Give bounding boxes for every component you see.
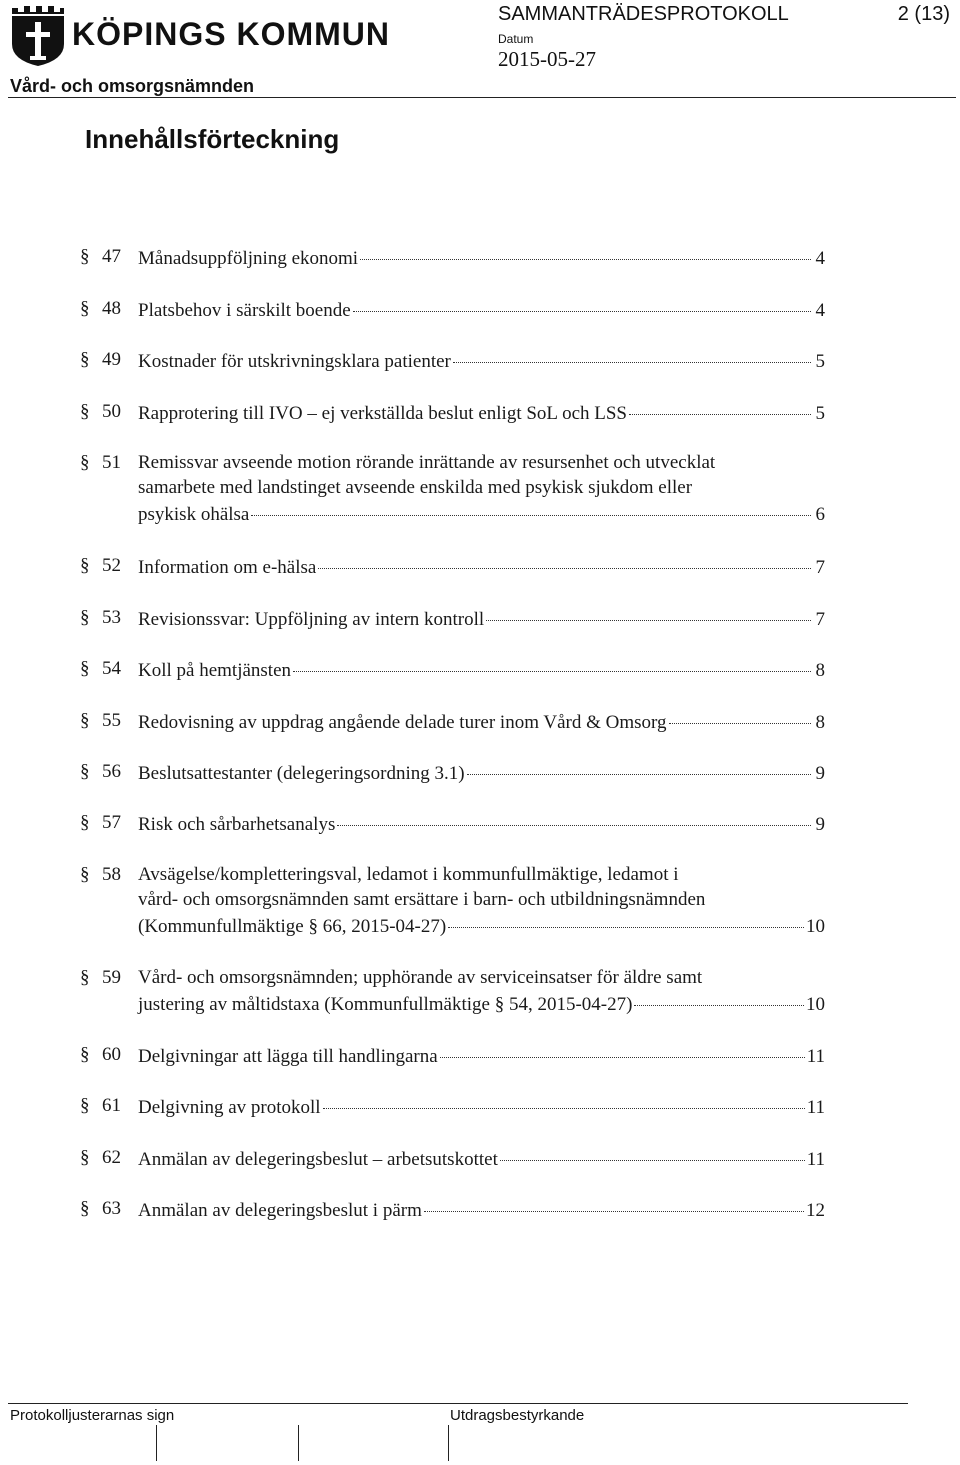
toc-entry-number: 59 bbox=[102, 967, 121, 988]
toc-entry-title: Kostnader för utskrivningsklara patienter bbox=[138, 351, 451, 372]
section-symbol: § bbox=[80, 1044, 90, 1065]
section-symbol: § bbox=[80, 349, 90, 370]
section-symbol: § bbox=[80, 864, 90, 885]
toc-entry-page: 9 bbox=[815, 814, 825, 835]
toc-entry bbox=[80, 1145, 825, 1172]
toc-entry-title: Koll på hemtjänsten bbox=[138, 660, 292, 681]
toc-entry-title: vård- och omsorgsnämnden samt ersättare i barn- och utbildningsnämnden bbox=[138, 889, 706, 910]
toc-entry-title: samarbete med landstinget avseende enskilda med psykisk sjukdom eller bbox=[138, 477, 693, 498]
toc-entry-number: 57 bbox=[102, 812, 121, 833]
municipality-logo bbox=[10, 4, 390, 68]
toc-entry-title: Rapprotering till IVO – ej verkställda beslut enligt SoL och LSS bbox=[138, 403, 627, 424]
toc-entry bbox=[80, 810, 825, 837]
toc-entry-title: Platsbehov i särskilt boende bbox=[138, 300, 351, 321]
toc-entry bbox=[80, 296, 825, 323]
page-title: Innehållsförteckning bbox=[85, 124, 340, 154]
section-symbol: § bbox=[80, 1147, 90, 1168]
signature-box-divider bbox=[448, 1425, 449, 1461]
toc-entry bbox=[80, 553, 825, 580]
signature-label: Protokolljusterarnas sign bbox=[10, 1407, 175, 1424]
toc-entry-title: justering av måltidstaxa (Kommunfullmäktige § 54, 2015-04-27) bbox=[138, 994, 633, 1015]
dot-leader bbox=[323, 1089, 805, 1109]
toc-entry-page: 9 bbox=[815, 763, 825, 784]
section-symbol: § bbox=[80, 298, 90, 319]
toc-entry-title: psykisk ohälsa bbox=[138, 504, 250, 525]
coat-of-arms-icon bbox=[10, 4, 66, 68]
toc-entry-number: 58 bbox=[102, 864, 121, 885]
toc-entry-page: 10 bbox=[806, 916, 825, 937]
toc-entry-number: 51 bbox=[102, 452, 121, 473]
toc-entry bbox=[80, 862, 825, 939]
toc-entry-number: 55 bbox=[102, 710, 121, 731]
toc-entry bbox=[80, 244, 825, 271]
toc-entry-title: (Kommunfullmäktige § 66, 2015-04-27) bbox=[138, 916, 447, 937]
dot-leader bbox=[293, 652, 811, 672]
toc-entry-page: 4 bbox=[815, 300, 825, 321]
section-symbol: § bbox=[80, 401, 90, 422]
toc-entry-title: Delgivningar att lägga till handlingarna bbox=[138, 1046, 438, 1067]
toc-entry-page: 11 bbox=[806, 1149, 825, 1170]
toc-entry-title: Anmälan av delegeringsbeslut – arbetsutskottet bbox=[138, 1149, 498, 1170]
signature-box-divider bbox=[298, 1425, 299, 1461]
dot-leader bbox=[634, 986, 804, 1006]
date-label: Datum bbox=[498, 32, 534, 46]
toc-entry-number: 47 bbox=[102, 246, 121, 267]
dot-leader bbox=[500, 1141, 805, 1161]
toc-entry bbox=[80, 1196, 825, 1223]
section-symbol: § bbox=[80, 1095, 90, 1116]
toc-entry-title: Anmälan av delegeringsbeslut i pärm bbox=[138, 1200, 422, 1221]
dot-leader bbox=[440, 1038, 805, 1058]
toc-entry-page: 5 bbox=[815, 351, 825, 372]
toc-entry-page: 10 bbox=[806, 994, 825, 1015]
toc-entry bbox=[80, 1093, 825, 1120]
extract-certification-label: Utdragsbestyrkande bbox=[450, 1407, 585, 1424]
toc-entry-title: Redovisning av uppdrag angående delade turer inom Vård & Omsorg bbox=[138, 712, 667, 733]
toc-entry-number: 60 bbox=[102, 1044, 121, 1065]
committee-name: Vård- och omsorgsnämnden bbox=[10, 76, 255, 96]
toc-entry-page: 7 bbox=[815, 557, 825, 578]
toc-entry-page: 8 bbox=[815, 660, 825, 681]
dot-leader bbox=[467, 755, 811, 775]
section-symbol: § bbox=[80, 761, 90, 782]
toc-entry-number: 53 bbox=[102, 607, 121, 628]
toc-entry bbox=[80, 708, 825, 735]
toc-entry bbox=[80, 759, 825, 786]
toc-entry-number: 50 bbox=[102, 401, 121, 422]
section-symbol: § bbox=[80, 967, 90, 988]
section-symbol: § bbox=[80, 607, 90, 628]
dot-leader bbox=[424, 1192, 804, 1212]
dot-leader bbox=[337, 806, 811, 826]
dot-leader bbox=[486, 601, 811, 621]
toc-entry bbox=[80, 656, 825, 683]
section-symbol: § bbox=[80, 658, 90, 679]
toc-entry-title: Månadsuppföljning ekonomi bbox=[138, 248, 359, 269]
dot-leader bbox=[360, 240, 811, 260]
toc-entry-page: 4 bbox=[815, 248, 825, 269]
toc-entry bbox=[80, 965, 825, 1017]
date-value: 2015-05-27 bbox=[498, 47, 596, 71]
toc-entry-title: Risk och sårbarhetsanalys bbox=[138, 814, 336, 835]
header-divider bbox=[8, 97, 956, 98]
dot-leader bbox=[629, 395, 811, 415]
toc-entry-number: 62 bbox=[102, 1147, 121, 1168]
dot-leader bbox=[669, 704, 811, 724]
toc-entry-title: Remissvar avseende motion rörande inrättande av resursenhet och utvecklat bbox=[138, 452, 716, 473]
toc-entry-page: 6 bbox=[815, 504, 825, 525]
toc-entry-page: 11 bbox=[806, 1097, 825, 1118]
toc-entry-number: 52 bbox=[102, 555, 121, 576]
dot-leader bbox=[251, 496, 811, 516]
toc-entry bbox=[80, 347, 825, 374]
footer-divider bbox=[8, 1403, 908, 1404]
toc-entry-title: Vård- och omsorgsnämnden; upphörande av serviceinsatser för äldre samt bbox=[138, 967, 703, 988]
toc-entry bbox=[80, 399, 825, 426]
toc-entry-title: Beslutsattestanter (delegeringsordning 3.1) bbox=[138, 763, 465, 784]
toc-entry-page: 8 bbox=[815, 712, 825, 733]
section-symbol: § bbox=[80, 246, 90, 267]
section-symbol: § bbox=[80, 812, 90, 833]
toc-entry-page: 12 bbox=[806, 1200, 825, 1221]
dot-leader bbox=[453, 343, 811, 363]
section-symbol: § bbox=[80, 452, 90, 473]
toc-entry-title: Information om e-hälsa bbox=[138, 557, 317, 578]
toc-entry-page: 5 bbox=[815, 403, 825, 424]
toc-entry-number: 49 bbox=[102, 349, 121, 370]
toc-entry bbox=[80, 605, 825, 632]
section-symbol: § bbox=[80, 555, 90, 576]
dot-leader bbox=[353, 292, 811, 312]
toc-entry-title: Avsägelse/kompletteringsval, ledamot i kommunfullmäktige, ledamot i bbox=[138, 864, 679, 885]
section-symbol: § bbox=[80, 1198, 90, 1219]
dot-leader bbox=[318, 549, 811, 569]
toc-entry-number: 48 bbox=[102, 298, 121, 319]
toc-entry-page: 7 bbox=[815, 609, 825, 630]
toc-entry-title: Delgivning av protokoll bbox=[138, 1097, 321, 1118]
toc-entry-page: 11 bbox=[806, 1046, 825, 1067]
section-symbol: § bbox=[80, 710, 90, 731]
document-type: SAMMANTRÄDESPROTOKOLL bbox=[498, 3, 789, 25]
page-number: 2 (13) bbox=[897, 3, 950, 25]
dot-leader bbox=[448, 908, 804, 928]
toc-entry-number: 54 bbox=[102, 658, 121, 679]
toc-entry-title: Revisionssvar: Uppföljning av intern kontroll bbox=[138, 609, 485, 630]
logo-text: KÖPINGS KOMMUN bbox=[72, 16, 390, 52]
toc-entry-number: 56 bbox=[102, 761, 121, 782]
signature-box-divider bbox=[156, 1425, 157, 1461]
toc-entry bbox=[80, 450, 825, 527]
toc-entry-number: 63 bbox=[102, 1198, 121, 1219]
toc-entry bbox=[80, 1042, 825, 1069]
toc-entry-number: 61 bbox=[102, 1095, 121, 1116]
